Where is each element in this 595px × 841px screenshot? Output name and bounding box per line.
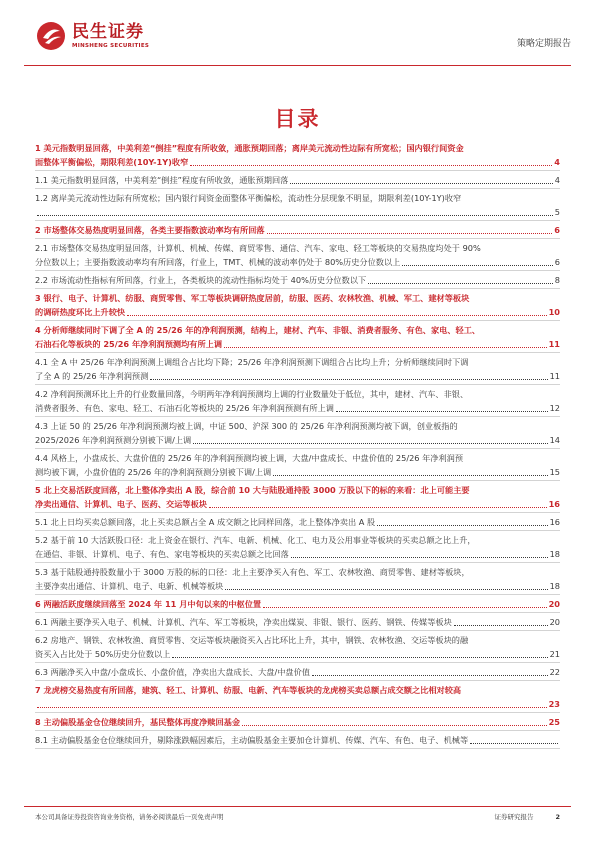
- toc-entry[interactable]: [35, 597, 560, 611]
- toc-entry-text: 5.1 北上日均买卖总额回落，北上买卖总额占全 A 成交额之比同样回落，北上整体净卖出 A 股: [35, 517, 376, 527]
- toc-dot-leader: [273, 475, 547, 476]
- toc-separator: [35, 384, 560, 385]
- toc-separator: [35, 530, 560, 531]
- toc-dot-leader: [193, 443, 547, 444]
- toc-entry-text: 2 市场整体交易热度明显回落，各类主要指数波动率均有所回落: [35, 225, 265, 235]
- toc-dot-leader: [242, 725, 547, 726]
- toc-entry[interactable]: [35, 565, 560, 593]
- toc-dot-leader: [267, 233, 553, 234]
- toc-entry-text: 6.1 两融主要净买入电子、机械、计算机、汽车、军工等板块，净卖出煤炭、非银、银行、医药、钢铁、传媒等板块: [35, 617, 452, 627]
- toc-separator: [35, 220, 560, 221]
- toc-entry[interactable]: [35, 223, 560, 237]
- toc-entry[interactable]: [35, 533, 560, 561]
- report-type-label: 策略定期报告: [516, 39, 571, 49]
- toc-entry-text: 1.2 离岸美元流动性边际有所宽松；国内银行间资金面整体平衡偏松，流动性分层现象不明显，期限利差(10Y-1Y)收窄: [35, 193, 462, 203]
- header-divider: [24, 65, 571, 66]
- toc-page-number: 14: [549, 435, 560, 445]
- toc-entry-text: 2.2 市场流动性指标有所回落，行业上，各类板块的流动性指标均处于 40%历史分位数以下: [35, 275, 367, 285]
- logo-chinese-name: 民生证券: [72, 21, 144, 42]
- toc-dot-leader: [127, 315, 547, 316]
- toc-separator: [35, 238, 560, 239]
- toc-separator: [35, 662, 560, 663]
- toc-entry-text: 5.2 基于前 10 大活跃股口径：北上资金在银行、汽车、电新、机械、化工、电力及公用事业等板块的买卖总额之比上升，: [35, 535, 476, 545]
- toc-dot-leader: [209, 507, 547, 508]
- toc-entry[interactable]: [35, 633, 560, 661]
- toc-entry-text: 6.3 两融净买入中盘/小盘成长、小盘价值，净卖出大盘成长、大盘/中盘价值: [35, 667, 310, 677]
- toc-dot-leader: [263, 607, 547, 608]
- toc-entry[interactable]: [35, 355, 560, 383]
- toc-entry[interactable]: [35, 191, 560, 219]
- toc-separator: [35, 188, 560, 189]
- toc-dot-leader: [37, 707, 547, 708]
- toc-entry[interactable]: [35, 419, 560, 447]
- toc-dot-leader: [150, 379, 547, 380]
- toc-entry[interactable]: [35, 733, 560, 747]
- toc-dot-leader: [312, 675, 548, 676]
- toc-entry-text: 2.1 市场整体交易热度明显回落，计算机、机械、传媒、商贸零售、通信、汽车、家电、轻工等板块的交易热度均处于 90%: [35, 243, 481, 253]
- toc-entry[interactable]: [35, 141, 560, 169]
- toc-dot-leader: [37, 215, 553, 216]
- toc-entry-text: 5 北上交易活跃度回落，北上整体净卖出 A 股，综合前 10 大与陆股通持股 3000 万股以下的标的来看：北上可能主要: [35, 485, 470, 495]
- toc-page-number: 18: [549, 549, 560, 559]
- toc-entry-text: 7 龙虎榜交易热度有所回落，建筑、轻工、计算机、纺服、电新、汽车等板块的龙虎榜买卖总额占成交额之比相对较高: [35, 685, 462, 695]
- toc-separator: [35, 270, 560, 271]
- toc-separator: [35, 352, 560, 353]
- toc-entry-text: 主要净卖出通信、计算机、电子、电新、机械等板块: [35, 581, 224, 591]
- toc-entry[interactable]: [35, 241, 560, 269]
- toc-page-number: 16: [549, 517, 560, 527]
- toc-separator: [35, 680, 560, 681]
- toc-entry-text: 6 两融活跃度继续回落至 2024 年 11 月中旬以来的中枢位置: [35, 599, 262, 609]
- logo-english-name: MINSHENG SECURITIES: [72, 42, 150, 49]
- toc-entry-text: 石油石化等板块的 25/26 年净利润预测均有所上调: [35, 339, 223, 349]
- toc-title: 目录: [274, 107, 321, 131]
- toc-entry-text: 5.3 基于陆股通持股数量小于 3000 万股的标的口径：北上主要净买入有色、军工、农林牧渔、商贸零售、建材等板块，: [35, 567, 470, 577]
- toc-separator: [35, 448, 560, 449]
- toc-page-number: 4: [554, 157, 560, 167]
- toc-page-number: 20: [548, 599, 560, 609]
- toc-dot-leader: [225, 589, 547, 590]
- footer-report-label: 证券研究报告: [494, 813, 534, 821]
- toc-entry[interactable]: [35, 715, 560, 729]
- toc-separator: [35, 320, 560, 321]
- page-header: [24, 16, 571, 60]
- toc-dot-leader: [224, 347, 547, 348]
- toc-entry[interactable]: [35, 683, 560, 711]
- toc-separator: [35, 512, 560, 513]
- toc-entry[interactable]: [35, 273, 560, 287]
- toc-page-number: 11: [548, 339, 560, 349]
- toc-entry-text: 在通信、非银、计算机、电子、有色、家电等板块的买卖总额之比回落: [35, 549, 289, 559]
- toc-separator: [35, 630, 560, 631]
- toc-dot-leader: [470, 743, 558, 744]
- toc-dot-leader: [402, 265, 552, 266]
- toc-entry[interactable]: [35, 483, 560, 511]
- toc-separator: [35, 748, 560, 749]
- toc-entry-text: 4 分析师继续同时下调了全 A 的 25/26 年的净利润预测，结构上，建材、汽车、非银、消费者服务、有色、家电、轻工、: [35, 325, 481, 335]
- toc-entry-text: 4.2 净利润预测环比上升的行业数量回落，今明两年净利润预测均上调的行业数量处于低位，其中，建材、汽车、非银、: [35, 389, 469, 399]
- toc-page-number: 11: [549, 371, 560, 381]
- table-of-contents: [35, 141, 560, 751]
- toc-separator: [35, 594, 560, 595]
- toc-dot-leader: [291, 557, 548, 558]
- toc-dot-leader: [290, 183, 552, 184]
- toc-entry-text: 分位数以上；主要指数波动率均有所回落，行业上，TMT、机械的波动率仍处于 80%历史分位数以上: [35, 257, 401, 267]
- toc-entry-text: 8.1 主动偏股基金仓位继续回升，剔除涨跌幅因素后，主动偏股基金主要加仓计算机、传媒、汽车、有色、电子、机械等: [35, 735, 469, 745]
- toc-page-number: 4: [554, 175, 560, 185]
- toc-entry[interactable]: [35, 323, 560, 351]
- toc-page-number: 16: [548, 499, 560, 509]
- toc-entry-text: 消费者服务、有色、家电、轻工、石油石化等板块的 25/26 年净利润预测有所上调: [35, 403, 334, 413]
- toc-entry-text: 1 美元指数明显回落，中美利差“倒挂”程度有所收敛，通胀预期回落；离岸美元流动性边际有所宽松；国内银行间资金: [35, 143, 464, 153]
- toc-page-number: 15: [549, 467, 560, 477]
- toc-entry-text: 了全 A 的 25/26 年净利润预测: [35, 371, 149, 381]
- toc-page-number: 10: [548, 307, 560, 317]
- toc-entry[interactable]: [35, 451, 560, 479]
- toc-page-number: 21: [549, 649, 560, 659]
- toc-dot-leader: [190, 165, 552, 166]
- toc-entry-text: 4.4 风格上，小盘成长、大盘价值的 25/26 年的净利润预测均被上调，大盘/中盘成长、中盘价值的 25/26 年净利润预: [35, 453, 464, 463]
- toc-page-number: 25: [548, 717, 560, 727]
- toc-entry-text: 1.1 美元指数明显回落，中美利差“倒挂”程度有所收敛，通胀预期回落: [35, 175, 289, 185]
- toc-page-number: 12: [549, 403, 560, 413]
- toc-entry-text: 净卖出通信、计算机、电子、医药、交运等板块: [35, 499, 207, 509]
- toc-entry-text: 测均被下调，小盘价值的 25/26 年的净利润预测分别被下调/上调: [35, 467, 272, 477]
- toc-page-number: 8: [554, 275, 560, 285]
- toc-entry-text: 的调研热度环比上升较快: [35, 307, 126, 317]
- toc-entry[interactable]: [35, 665, 560, 679]
- footer-divider: [24, 806, 571, 807]
- toc-separator: [35, 288, 560, 289]
- toc-separator: [35, 712, 560, 713]
- company-logo: [36, 16, 149, 56]
- toc-page-number: 6: [554, 225, 560, 235]
- toc-entry[interactable]: [35, 291, 560, 319]
- toc-entry[interactable]: [35, 615, 560, 629]
- toc-entry-text: 4.1 全 A 中 25/26 年净利润预测上调组合占比均下降；25/26 年净利润预测下调组合占比均上升；分析师继续同时下调: [35, 357, 469, 367]
- toc-dot-leader: [336, 411, 548, 412]
- toc-separator: [35, 170, 560, 171]
- toc-entry-text: 6.2 房地产、钢铁、农林牧渔、商贸零售、交运等板块融资买入占比环比上升，其中，钢铁、农林牧渔、交运等板块的融: [35, 635, 469, 645]
- toc-entry-text: 4.3 上证 50 的 25/26 年净利润预测均被上调，中证 500、沪深 300 的 25/26 年净利润预测均被下调，创业板指的: [35, 421, 458, 431]
- toc-separator: [35, 730, 560, 731]
- toc-entry-text: 2025/2026 年净利润预测分别被下调/上调: [35, 435, 192, 445]
- toc-page-number: 20: [549, 617, 560, 627]
- toc-entry-text: 8 主动偏股基金仓位继续回升，基民整体再度净赎回基金: [35, 717, 241, 727]
- toc-separator: [35, 480, 560, 481]
- footer-page-number: 2: [555, 813, 560, 821]
- toc-entry[interactable]: [35, 515, 560, 529]
- logo-mark-icon: [36, 21, 66, 51]
- toc-separator: [35, 612, 560, 613]
- toc-page-number: 6: [554, 257, 560, 267]
- toc-entry-text: 资买入占比处于 50%历史分位数以上: [35, 649, 171, 659]
- toc-page-number: 18: [549, 581, 560, 591]
- toc-page-number: 5: [554, 207, 560, 217]
- toc-entry-text: 3 银行、电子、计算机、纺服、商贸零售、军工等板块调研热度居前，纺服、医药、农林牧渔、机械、军工、建材等板块: [35, 293, 470, 303]
- toc-dot-leader: [368, 283, 553, 284]
- footer-info: [494, 812, 560, 821]
- toc-dot-leader: [454, 625, 548, 626]
- toc-separator: [35, 416, 560, 417]
- toc-page-number: 22: [549, 667, 560, 677]
- toc-dot-leader: [377, 525, 547, 526]
- toc-entry-text: 面整体平衡偏松，期限利差(10Y-1Y)收窄: [35, 157, 189, 167]
- toc-entry[interactable]: [35, 173, 560, 187]
- toc-separator: [35, 562, 560, 563]
- footer-disclaimer: 本公司具备证券投资咨询业务资格，请务必阅读最后一页免责声明: [35, 813, 224, 821]
- toc-dot-leader: [172, 657, 547, 658]
- toc-entry[interactable]: [35, 387, 560, 415]
- toc-page-number: 23: [548, 699, 560, 709]
